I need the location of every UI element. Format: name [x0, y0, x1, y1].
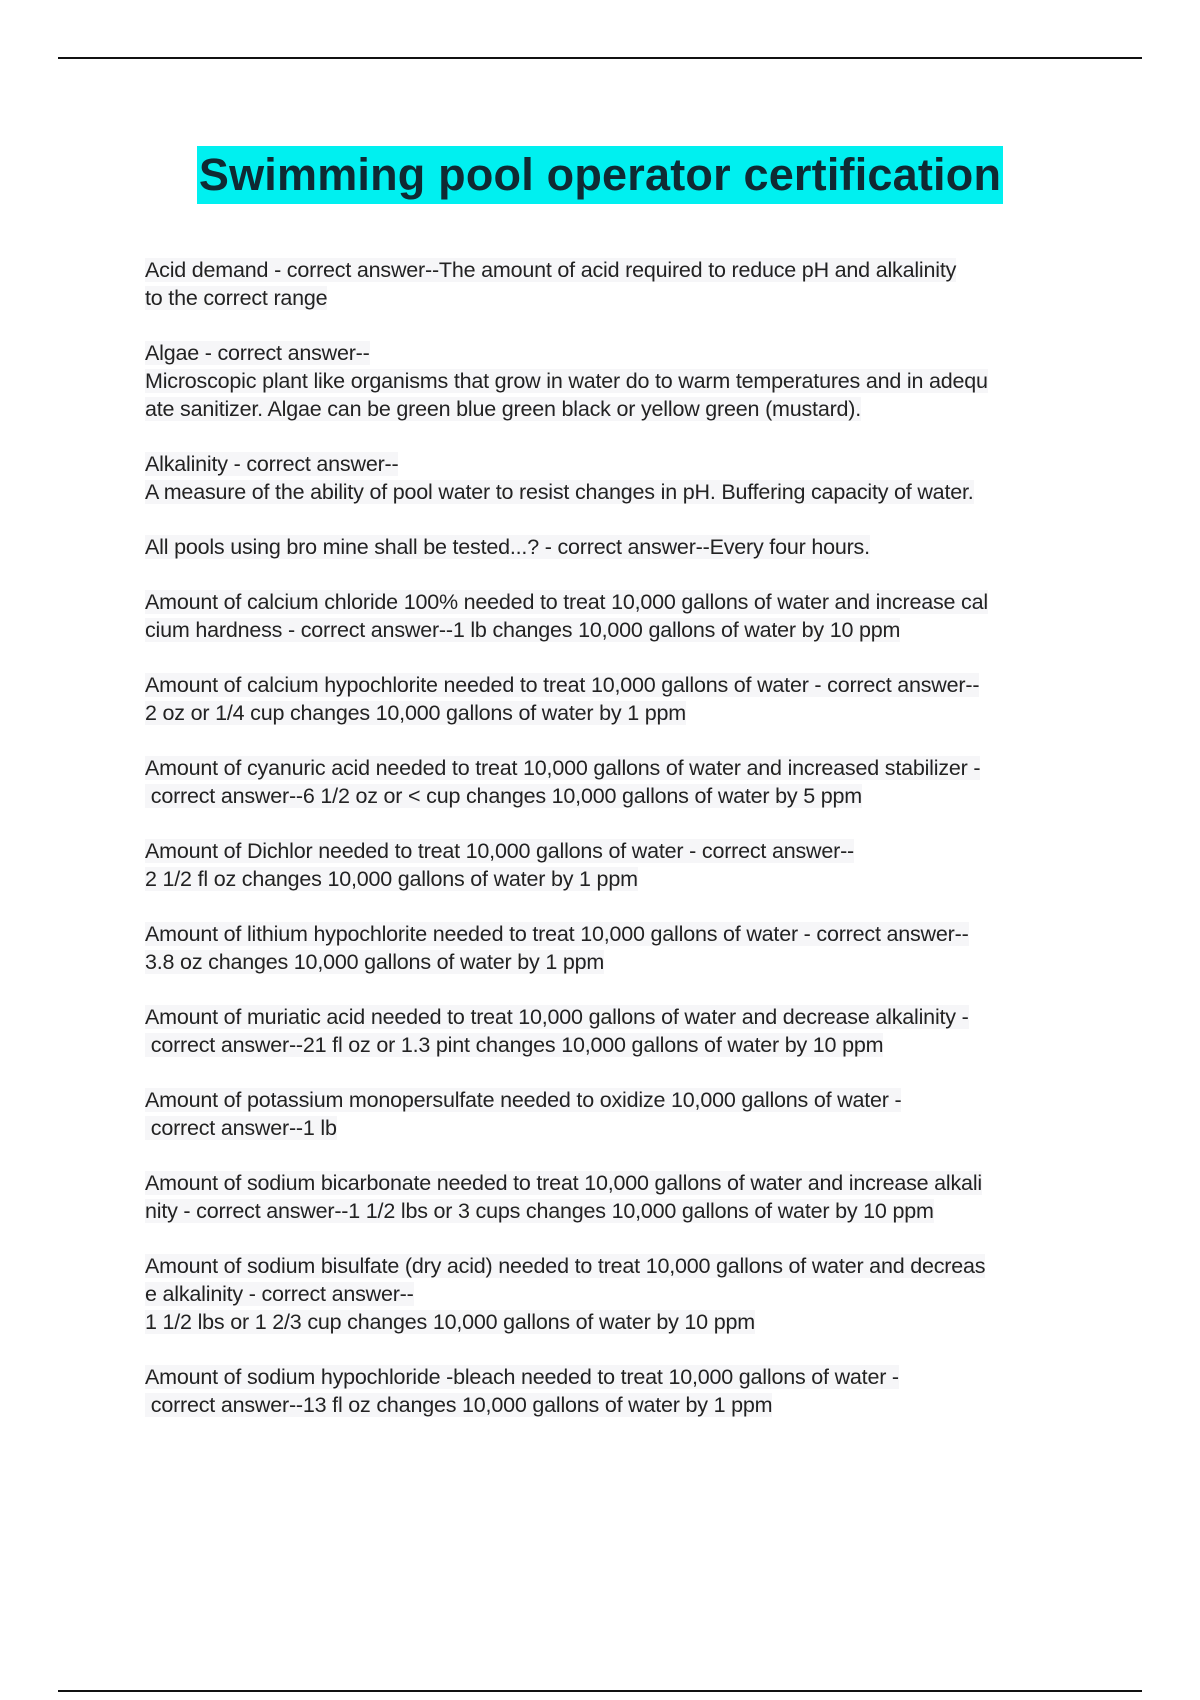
entry-text: All pools using bro mine shall be tested...? - correct answer--Every four hours.: [145, 535, 870, 559]
entry-text: Amount of lithium hypochlorite needed to treat 10,000 gallons of water - correct answer--: [145, 922, 969, 946]
entry-line: [145, 478, 1085, 506]
entry-text: Alkalinity - correct answer--: [145, 452, 399, 476]
entry-text: Microscopic plant like organisms that grow in water do to warm temperatures and in adequ: [145, 369, 988, 393]
title-block: [0, 146, 1200, 204]
flashcard-entry: [145, 1003, 1085, 1059]
entry-text: correct answer--1 lb: [145, 1116, 337, 1140]
flashcard-entry: [145, 671, 1085, 727]
entry-text: Amount of sodium bisulfate (dry acid) needed to treat 10,000 gallons of water and decreas: [145, 1254, 986, 1278]
entry-line: [145, 1308, 1085, 1336]
entry-line: [145, 837, 1085, 865]
entry-text: correct answer--13 fl oz changes 10,000 gallons of water by 1 ppm: [145, 1393, 773, 1417]
entry-text: Amount of cyanuric acid needed to treat 10,000 gallons of water and increased stabilizer -: [145, 756, 981, 780]
flashcard-entry: [145, 1252, 1085, 1336]
footer-rule: [58, 1690, 1142, 1692]
entry-line: [145, 1280, 1085, 1308]
entry-text: e alkalinity - correct answer--: [145, 1282, 414, 1306]
entry-line: [145, 616, 1085, 644]
flashcard-entry: [145, 533, 1085, 561]
flashcard-entry: [145, 1169, 1085, 1225]
document-title: Swimming pool operator certification: [197, 146, 1003, 204]
entry-line: [145, 1197, 1085, 1225]
entry-text: Amount of Dichlor needed to treat 10,000 gallons of water - correct answer--: [145, 839, 854, 863]
entry-line: [145, 284, 1085, 312]
entry-text: nity - correct answer--1 1/2 lbs or 3 cups changes 10,000 gallons of water by 10 ppm: [145, 1199, 934, 1223]
entry-text: Amount of calcium chloride 100% needed to treat 10,000 gallons of water and increase cal: [145, 590, 988, 614]
entry-line: [145, 339, 1085, 367]
entry-line: [145, 367, 1085, 395]
flashcard-entry: [145, 588, 1085, 644]
flashcard-entry: [145, 1363, 1085, 1419]
entry-line: [145, 450, 1085, 478]
entry-line: [145, 671, 1085, 699]
entry-line: [145, 1252, 1085, 1280]
entry-text: 1 1/2 lbs or 1 2/3 cup changes 10,000 gallons of water by 10 ppm: [145, 1310, 755, 1334]
entry-line: [145, 1391, 1085, 1419]
flashcard-entry: [145, 837, 1085, 893]
entry-line: [145, 533, 1085, 561]
entry-line: [145, 1363, 1085, 1391]
entry-line: [145, 920, 1085, 948]
entry-line: [145, 782, 1085, 810]
entry-text: Acid demand - correct answer--The amount of acid required to reduce pH and alkalinity: [145, 258, 957, 282]
entry-line: [145, 754, 1085, 782]
flashcard-entry: [145, 339, 1085, 423]
entry-line: [145, 699, 1085, 727]
entry-text: correct answer--6 1/2 oz or < cup changes 10,000 gallons of water by 5 ppm: [145, 784, 862, 808]
entry-line: [145, 588, 1085, 616]
entry-line: [145, 1031, 1085, 1059]
entry-line: [145, 395, 1085, 423]
flashcard-list: [145, 256, 1085, 1446]
entry-text: Amount of sodium hypochloride -bleach needed to treat 10,000 gallons of water -: [145, 1365, 899, 1389]
entry-line: [145, 256, 1085, 284]
flashcard-entry: [145, 754, 1085, 810]
flashcard-entry: [145, 1086, 1085, 1142]
entry-line: [145, 1114, 1085, 1142]
entry-text: Algae - correct answer--: [145, 341, 370, 365]
entry-text: to the correct range: [145, 286, 328, 310]
entry-line: [145, 865, 1085, 893]
header-rule: [58, 57, 1142, 59]
entry-text: 3.8 oz changes 10,000 gallons of water by 1 ppm: [145, 950, 605, 974]
entry-line: [145, 1003, 1085, 1031]
entry-text: ate sanitizer. Algae can be green blue green black or yellow green (mustard).: [145, 397, 862, 421]
entry-text: Amount of calcium hypochlorite needed to treat 10,000 gallons of water - correct answer--: [145, 673, 980, 697]
entry-text: Amount of muriatic acid needed to treat 10,000 gallons of water and decrease alkalinity -: [145, 1005, 969, 1029]
entry-text: correct answer--21 fl oz or 1.3 pint changes 10,000 gallons of water by 10 ppm: [145, 1033, 884, 1057]
entry-text: A measure of the ability of pool water to resist changes in pH. Buffering capacity of water.: [145, 480, 974, 504]
entry-text: 2 oz or 1/4 cup changes 10,000 gallons of water by 1 ppm: [145, 701, 686, 725]
entry-text: cium hardness - correct answer--1 lb changes 10,000 gallons of water by 10 ppm: [145, 618, 901, 642]
entry-text: 2 1/2 fl oz changes 10,000 gallons of water by 1 ppm: [145, 867, 638, 891]
entry-text: Amount of sodium bicarbonate needed to treat 10,000 gallons of water and increase alkali: [145, 1171, 982, 1195]
entry-text: Amount of potassium monopersulfate needed to oxidize 10,000 gallons of water -: [145, 1088, 902, 1112]
flashcard-entry: [145, 450, 1085, 506]
flashcard-entry: [145, 256, 1085, 312]
entry-line: [145, 1086, 1085, 1114]
flashcard-entry: [145, 920, 1085, 976]
entry-line: [145, 1169, 1085, 1197]
entry-line: [145, 948, 1085, 976]
